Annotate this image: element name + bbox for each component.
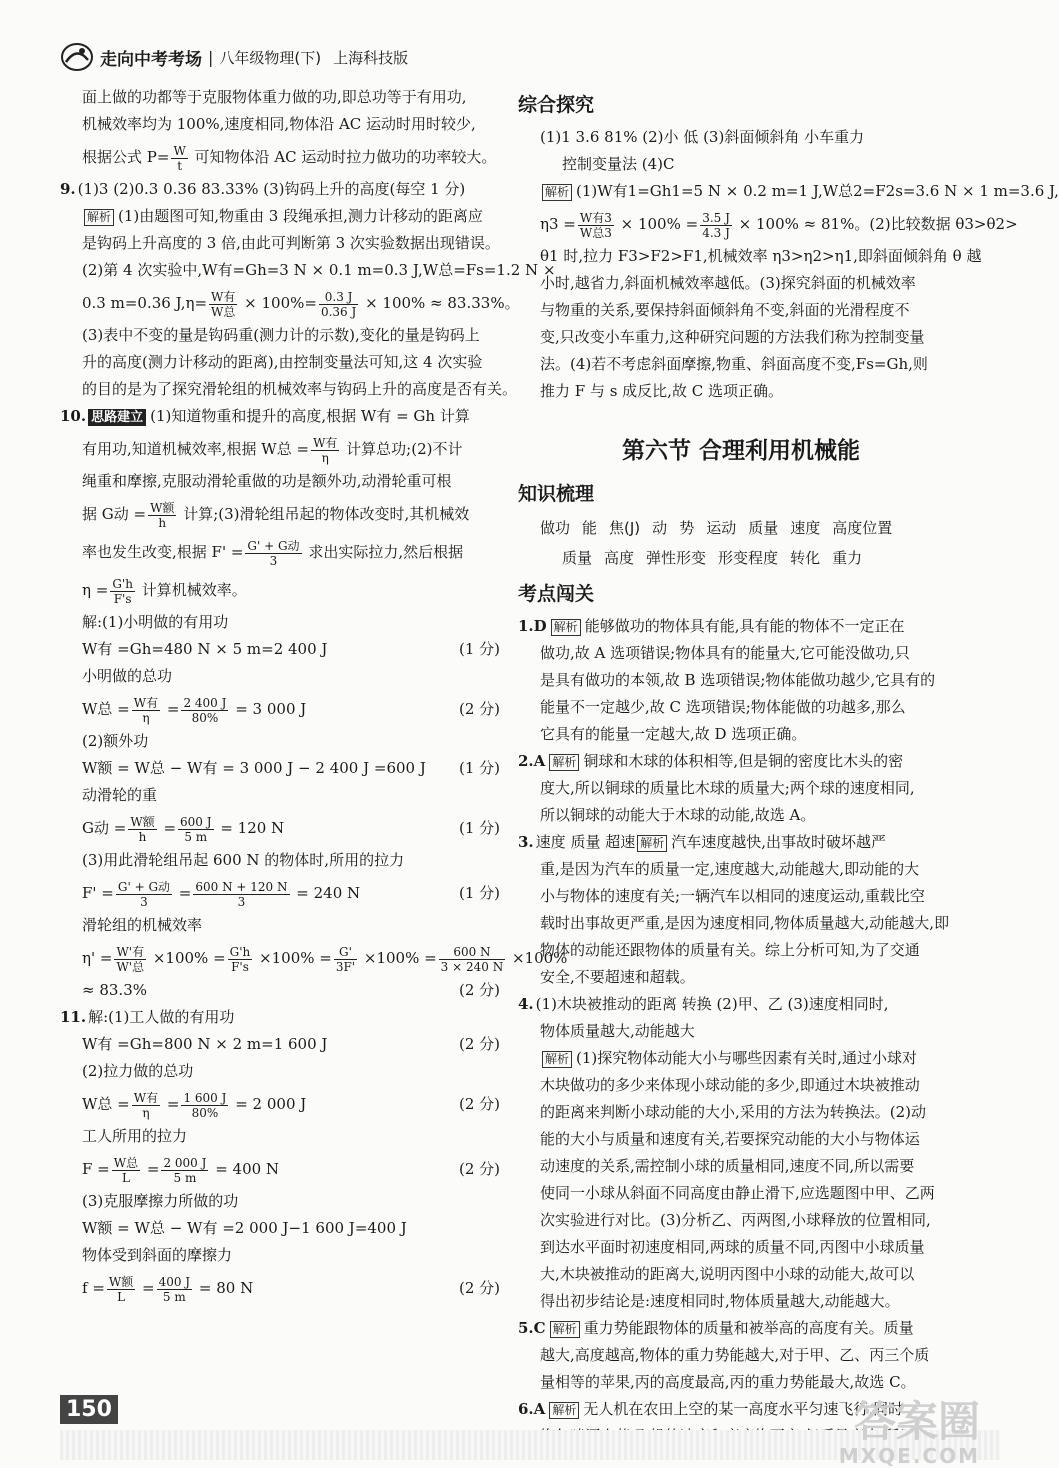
page-number: 150 <box>60 1395 118 1424</box>
analysis-tag: 解析 <box>549 1402 579 1419</box>
text-line: (1)1 3.6 81% (2)小 低 (3)斜面倾斜角 小车重力 <box>540 128 865 146</box>
text-line: 小明做的总功 <box>82 667 173 685</box>
keyword-row <box>518 543 964 573</box>
keyword-item: 弹性形变 <box>646 549 707 567</box>
text-line: 到达水平面时初速度相同,两球的质量不同,丙图中小球质量 <box>540 1238 925 1256</box>
text-line: 解析 (1)由题图可知,物重由 3 段绳承担,测力计移动的距离应 <box>60 203 500 230</box>
text-line: 绳重和摩擦,克服动滑轮重做的功是额外功,动滑轮重可根 <box>82 472 452 490</box>
answer-4: 4. (1)木块被推动的距离 转换 (2)甲、乙 (3)速度相同时, <box>518 995 889 1013</box>
formula-line: η3 = $\frac{\text{W有3}}{\text{W总3}}$ × 100% = $\frac{3.5 J}{4.3 J}$ × 100% ≈ 81%。(2)比较数据 θ3>θ2> <box>540 210 1018 240</box>
analysis-tag: 解析 <box>637 835 667 852</box>
logo-icon <box>60 42 94 72</box>
text-line: 的距离来判断小球动能的大小,采用的方法为转换法。(2)动 <box>540 1103 927 1121</box>
keyword-item: 形变程度 <box>718 549 779 567</box>
text-line: 是具有做功的本领,故 B 选项错误;物体能做功越少,它具有的 <box>540 671 936 689</box>
text-line: (3)表中不变的量是钩码重(测力计的示数),变化的量是钩码上 <box>82 326 480 344</box>
text-line: W额 = W总 − W有 =2 000 J−1 600 J=400 J <box>82 1219 407 1237</box>
text-line: 机械效率均为 100%,速度相同,物体沿 AC 运动时用时较少, <box>82 115 476 133</box>
text-line: 动滑轮的重 <box>82 786 158 804</box>
text-line: 小时,越省力,斜面机械效率越低。(3)探究斜面的机械效率 <box>540 274 916 292</box>
text-line: 动速度的关系,需控制小球的质量相同,速度不同,所以需要 <box>540 1157 915 1175</box>
keyword-item: 高度位置 <box>832 519 893 537</box>
header-separator: | <box>208 47 214 67</box>
text-line: 与物重的关系,要保持斜面倾斜角不变,斜面的光滑程度不 <box>540 301 910 319</box>
text-line: 得出初步结论是:速度相同时,物体质量越大,动能越大。 <box>540 1292 900 1310</box>
text-line: 面上做的功都等于克服物体重力做的功,即总功等于有用功, <box>82 88 467 106</box>
text-line: 木块做功的多少来体现小球动能的多少,即通过木块被推动 <box>540 1076 920 1094</box>
text-line: 载时出事故更严重,是因为速度相同,物体质量越大,动能越大,即 <box>540 914 950 932</box>
text-line: 物体质量越大,动能越大 <box>540 1022 695 1040</box>
formula-line: η = $\frac{G'h}{F's}$ 计算机械效率。 <box>82 576 247 606</box>
text-line: 做功,故 A 选项错误;物体具有的能量大,它可能没做功,只 <box>540 644 910 662</box>
text-line: (2)额外功 <box>82 732 149 750</box>
keyword-item: 重力 <box>832 549 863 567</box>
question-11: 11. 解:(1)工人做的有用功 <box>60 1008 235 1026</box>
text-line: 变,只改变小车重力,这种研究问题的方法我们称为控制变量 <box>540 328 925 346</box>
text-line: 它具有的能量一定越大,故 D 选项正确。 <box>540 725 807 743</box>
text-line: 物体受到斜面的摩擦力 <box>82 1246 233 1264</box>
analysis-tag: 解析 <box>542 184 572 201</box>
answer-6: 6.A 解析 无人机在农田上空的某一高度水平匀速飞行,同时 <box>518 1400 904 1418</box>
header-edition: 上海科技版 <box>333 48 409 67</box>
text-line: (3)克服摩擦力所做的功 <box>82 1192 239 1210</box>
text-line: ≈ 83.3% (2 分) <box>82 981 500 999</box>
text-line: 次实验进行对比。(3)分析乙、丙两图,小球释放的位置相同, <box>540 1211 931 1229</box>
keyword-item: 高度 <box>604 549 635 567</box>
keyword-item: 做功 <box>540 519 571 537</box>
text-line: 重,是因为汽车的质量一定,速度越大,动能越大,即动能的大 <box>540 860 920 878</box>
text-line: 的目的是为了探究滑轮组的机械效率与钩码上升的高度是否有关。 <box>82 380 518 398</box>
answer-2: 2.A 解析 铜球和木球的体积相等,但是铜的密度比木头的密 <box>518 752 904 770</box>
text-line: 小与物体的速度有关;一辆汽车以相同的速度运动,重载比空 <box>540 887 925 905</box>
text-line: 是钩码上升高度的 3 倍,由此可判断第 3 次实验数据出现错误。 <box>82 234 500 252</box>
idea-tag: 思路建立 <box>88 409 146 426</box>
text-line: W有 =Gh=800 N × 2 m=1 600 J (2 分) <box>82 1035 500 1053</box>
formula-line: F = $\frac{\text{W总}}{L}$ = $\frac{2 000 J}{5 m}$ = 400 N (2 分) <box>82 1155 500 1185</box>
keyword-item: 运动 <box>706 519 737 537</box>
text-line: 度大,所以铜球的质量比木球的质量大;两个球的速度相同, <box>540 779 915 797</box>
text-line: θ1 时,拉力 F3>F2>F1,机械效率 η3>η2>η1,即斜面倾斜角 θ 越 <box>540 247 982 265</box>
keyword-item: 势 <box>679 519 695 537</box>
header-grade: 八年级物理(下) <box>219 48 322 67</box>
formula-line: 率也发生改变,根据 F' = $\frac{\text{G' + G动}}{3}$ 求出实际拉力,然后根据 <box>82 538 464 568</box>
text-line: (3)用此滑轮组吊起 600 N 的物体时,所用的拉力 <box>82 851 405 869</box>
text-line: W额 = W总 − W有 = 3 000 J − 2 400 J =600 J (1 分) <box>82 759 500 777</box>
formula-line: 0.3 m=0.36 J,η= $\frac{\text{W有}}{\text{W总}}$ × 100%= $\frac{0.3 J}{0.36 J}$ × 100% ≈ 83.33%。 <box>82 289 520 319</box>
text-line: 推力 F 与 s 成反比,故 C 选项正确。 <box>540 382 783 400</box>
keyword-item: 焦(J) <box>609 519 641 537</box>
question-9: 9. (1)3 (2)0.3 0.36 83.33% (3)钩码上升的高度(每空 1 分) <box>60 180 466 198</box>
analysis-tag: 解析 <box>551 619 581 636</box>
header-brand: 走向中考考场 <box>100 49 202 70</box>
text-line: 物体的动能还跟物体的质量有关。综上分析可知,为了交通 <box>540 941 920 959</box>
formula-line: 据 G动 = $\frac{\text{W额}}{h}$ 计算;(3)滑轮组吊起的物体改变时,其机械效 <box>82 500 470 530</box>
text-line: 滑轮组的机械效率 <box>82 916 203 934</box>
formula-line: 有用功,知道机械效率,根据 W总 = $\frac{\text{W有}}{\eta}$ 计算总功;(2)不计 <box>82 435 463 465</box>
text-line: 升的高度(测力计移动的距离),由控制变量法可知,这 4 次实验 <box>82 353 483 371</box>
watermark: 答案圈 MXQE.COM <box>838 1397 980 1468</box>
right-column <box>518 84 1059 1450</box>
text-line: 能的大小与质量和速度有关,若要探究动能的大小与物体运 <box>540 1130 920 1148</box>
formula-line: F' = $\frac{\text{G' + G动}}{3}$ = $\frac{600 N + 120 N}{3}$ = 240 N (1 分) <box>82 879 500 909</box>
text-line: 安全,不要超速和超载。 <box>540 968 695 986</box>
answer-5: 5.C 解析 重力势能跟物体的质量和被举高的高度有关。质量 <box>518 1319 914 1337</box>
analysis-tag: 解析 <box>550 1321 580 1338</box>
text-line: 解:(1)小明做的有用功 <box>82 613 229 631</box>
analysis-tag: 解析 <box>549 754 579 771</box>
formula-line: W总 = $\frac{\text{W有}}{\eta}$ = $\frac{2 400 J}{80\%}$ = 3 000 J (2 分) <box>82 695 500 725</box>
text-line: 法。(4)若不考虑斜面摩擦,物重、斜面高度不变,Fs=Gh,则 <box>540 355 928 373</box>
text-line: 解析 (1)W有1=Gh1=5 N × 0.2 m=1 J,W总2=F2s=3.6 N × 1 m=3.6 J, <box>518 178 964 205</box>
text-line: 能量不一定越少,故 C 选项错误;物体能做的功越多,那么 <box>540 698 906 716</box>
formula-line: 根据公式 P= $\frac{W}{t}$ 可知物体沿 AC 运动时拉力做功的功率较大。 <box>82 143 497 173</box>
text-line: 解析 (1)探究物体动能大小与哪些因素有关时,通过小球对 <box>518 1045 964 1072</box>
text-line: 控制变量法 (4)C <box>562 155 675 173</box>
chapter-title: 第六节 合理利用机械能 <box>621 438 860 464</box>
question-10: 10. 思路建立 (1)知道物重和提升的高度,根据 W有 = Gh 计算 <box>60 407 470 425</box>
text-line: 所以铜球的动能大于木球的动能,故选 A。 <box>540 806 816 824</box>
keyword-item: 质量 <box>748 519 779 537</box>
text-line: 大,木块被推动的距离大,说明丙图中小球的动能大,故可以 <box>540 1265 915 1283</box>
keyword-item: 能 <box>582 519 598 537</box>
page-header <box>60 40 420 74</box>
keyword-item: 转化 <box>790 549 821 567</box>
keyword-row <box>518 513 964 543</box>
section-heading: 考点闯关 <box>518 583 595 605</box>
keyword-item: 速度 <box>790 519 821 537</box>
keyword-item: 动 <box>652 519 668 537</box>
keyword-item: 质量 <box>562 549 593 567</box>
formula-line: G动 = $\frac{\text{W额}}{h}$ = $\frac{600 J}{5 m}$ = 120 N (1 分) <box>82 814 500 844</box>
analysis-tag: 解析 <box>542 1051 572 1068</box>
formula-line: η' = $\frac{\text{W'有}}{\text{W'总}}$ ×100% = $\frac{G'h}{F's}$ ×100% = $\frac{G'}{3F'}$ ×100% = $\frac{600 N}{3 \times 240 N}$ ×100% <box>82 944 568 974</box>
text-line: (2)拉力做的总功 <box>82 1062 194 1080</box>
text-line: 使同一小球从斜面不同高度由静止滑下,应选题图中甲、乙两 <box>540 1184 935 1202</box>
text-line: (2)第 4 次实验中,W有=Gh=3 N × 0.1 m=0.3 J,W总=Fs=1.2 N × <box>82 261 556 279</box>
text-line: 量相等的苹果,丙的高度最高,丙的重力势能最大,故选 C。 <box>540 1373 916 1391</box>
answer-3: 3. 速度 质量 超速 解析 汽车速度越快,出事故时破坏越严 <box>518 833 887 851</box>
formula-line: f = $\frac{\text{W额}}{L}$ = $\frac{400 J}{5 m}$ = 80 N (2 分) <box>82 1274 500 1304</box>
analysis-tag: 解析 <box>84 209 114 226</box>
text-line: 越大,高度越高,物体的重力势能越大,对于甲、乙、丙三个质 <box>540 1346 930 1364</box>
formula-line: W总 = $\frac{\text{W有}}{\eta}$ = $\frac{1 600 J}{80\%}$ = 2 000 J (2 分) <box>82 1090 500 1120</box>
section-heading: 综合探究 <box>518 94 595 116</box>
answer-1: 1.D 解析 能够做功的物体具有能,具有能的物体不一定正在 <box>518 617 905 635</box>
text-line: 工人所用的拉力 <box>82 1127 188 1145</box>
text-line: W有 =Gh=480 N × 5 m=2 400 J (1 分) <box>82 640 500 658</box>
section-heading: 知识梳理 <box>518 483 595 505</box>
